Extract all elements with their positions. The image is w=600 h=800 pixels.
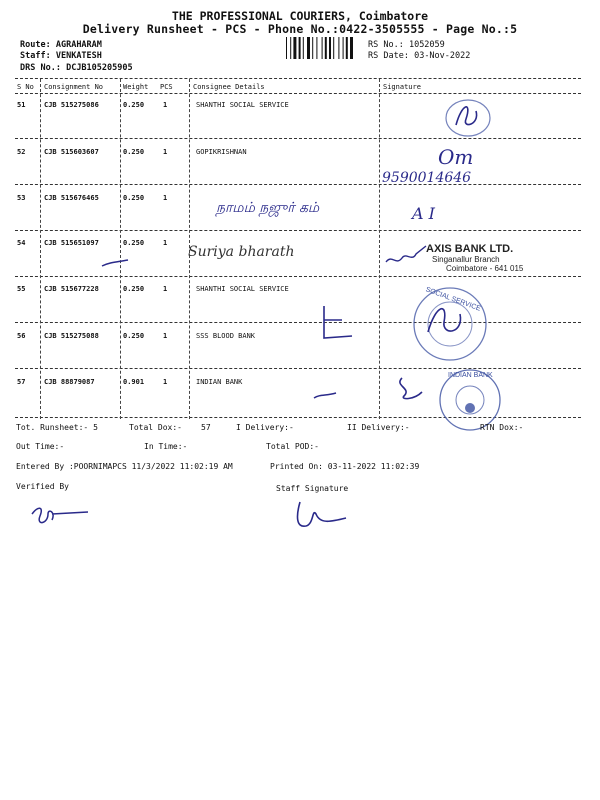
row-sno: 57 [17, 378, 26, 386]
col-header-weight: Weight [123, 83, 149, 91]
tot-runsheet: Tot. Runsheet:- 5 [16, 423, 98, 432]
row-consignment: CJB 515275086 [44, 101, 99, 109]
drs-label: DRS No.: [20, 63, 61, 73]
row-sno: 54 [17, 239, 26, 247]
row-consignee: INDIAN BANK [196, 378, 243, 386]
axis-stamp-city: Coimbatore - 641 015 [446, 264, 524, 273]
row-consignee: SSS BLOOD BANK [196, 332, 256, 340]
axis-stamp-title: AXIS BANK LTD. [426, 243, 514, 255]
staff-signature [290, 496, 350, 534]
row-pcs: 1 [163, 101, 168, 109]
ii-delivery: II Delivery:- [347, 423, 410, 432]
staff-value: VENKATESH [55, 51, 102, 61]
row-weight: 0.250 [123, 194, 145, 202]
route-row [20, 40, 102, 50]
rs-no-value: 1052059 [408, 40, 445, 50]
row-sno: 53 [17, 194, 26, 202]
drs-row [20, 63, 133, 73]
total-dox-label: Total Dox:- [129, 423, 182, 432]
printed-on: Printed On: 03-11-2022 11:02:39 [270, 462, 420, 471]
row-weight: 0.250 [123, 285, 145, 293]
barcode-image [285, 37, 361, 59]
row-consignment: CJB 515603607 [44, 148, 99, 156]
row-divider [15, 138, 581, 139]
in-time: In Time:- [144, 442, 188, 451]
row-consignment: CJB 515676465 [44, 194, 99, 202]
row-divider [15, 230, 581, 231]
verified-by-label: Verified By [16, 482, 69, 491]
row-consignee: SHANTHI SOCIAL SERVICE [196, 285, 289, 293]
company-title: THE PROFESSIONAL COURIERS, Coimbatore [171, 9, 429, 23]
initials-row53: A I [412, 204, 435, 223]
row-pcs: 1 [163, 194, 168, 202]
row-consignment: CJB 88879087 [44, 378, 95, 386]
row-sno: 52 [17, 148, 26, 156]
staff-label: Staff: [20, 51, 51, 61]
phone-row52: 9590014646 [382, 170, 472, 186]
drs-value: DCJB105205905 [66, 63, 133, 73]
rtn-dox: RTN Dox:- [480, 423, 524, 432]
signature-row54 [382, 240, 430, 272]
entered-by: Entered By :POORNIMAPCS 11/3/2022 11:02:19 AM [16, 462, 233, 471]
row-weight: 0.250 [123, 239, 145, 247]
row-weight: 0.901 [123, 378, 145, 386]
axis-bank-stamp [426, 243, 523, 273]
total-pod: Total POD:- [266, 442, 319, 451]
rs-no-label: RS No.: [368, 40, 404, 50]
table-top-rule [15, 78, 581, 79]
row-consignee: SHANTHI SOCIAL SERVICE [196, 101, 289, 109]
indian-bank-stamp-text: INDIAN BANK [448, 372, 493, 379]
row-consignment: CJB 515275088 [44, 332, 99, 340]
row-sno: 51 [17, 101, 26, 109]
row-divider [15, 184, 581, 185]
row-pcs: 1 [163, 378, 168, 386]
social-stamp-text: SOCIAL SERVICE [424, 286, 482, 313]
col-header-consignment: Consignment No [44, 83, 104, 91]
col-divider [120, 79, 121, 419]
rs-no-row [368, 40, 445, 50]
signature-stamp-row51 [436, 97, 496, 139]
row-pcs: 1 [163, 285, 168, 293]
runsheet-title: Delivery Runsheet - PCS - Phone No.:0422-3505555 - Page No.:5 [82, 22, 518, 36]
row-sno: 56 [17, 332, 26, 340]
pen-mark-row54 [100, 258, 130, 270]
signature-row55 [318, 300, 358, 344]
col-divider [40, 79, 41, 419]
total-dox-value: 57 [201, 423, 211, 432]
axis-stamp-branch: Singanallur Branch [432, 255, 500, 264]
col-header-signature: Signature [383, 83, 421, 91]
row-weight: 0.250 [123, 148, 145, 156]
tamil-name-row53: நாமம் நஜுர் கம் [216, 200, 320, 216]
signature-row57 [392, 374, 426, 404]
col-header-pcs: PCS [160, 83, 173, 91]
staff-row [20, 51, 102, 61]
row-pcs: 1 [163, 332, 168, 340]
rs-date-row [368, 51, 470, 61]
verified-by-signature [28, 500, 92, 534]
row-consignment: CJB 515677228 [44, 285, 99, 293]
pen-mark-row57 [312, 390, 338, 402]
col-divider [379, 79, 380, 419]
rs-date-value: 03-Nov-2022 [414, 51, 471, 61]
row-weight: 0.250 [123, 101, 145, 109]
row-pcs: 1 [163, 239, 168, 247]
route-value: AGRAHARAM [55, 40, 102, 50]
signature-row52: Om [438, 145, 474, 169]
row-pcs: 1 [163, 148, 168, 156]
row-sno: 55 [17, 285, 26, 293]
name-row54: Suriya bharath [188, 244, 295, 260]
route-label: Route: [20, 40, 51, 50]
staff-signature-label: Staff Signature [276, 484, 349, 493]
out-time: Out Time:- [16, 442, 65, 451]
rs-date-label: RS Date: [368, 51, 409, 61]
row-consignee: GOPIKRISHNAN [196, 148, 247, 156]
col-header-sno: S No [17, 83, 34, 91]
row-consignment: CJB 515651097 [44, 239, 99, 247]
row-weight: 0.250 [123, 332, 145, 340]
table-header-rule [15, 93, 581, 94]
row-divider [15, 276, 581, 277]
col-header-consignee: Consignee Details [193, 83, 265, 91]
i-delivery: I Delivery:- [236, 423, 294, 432]
